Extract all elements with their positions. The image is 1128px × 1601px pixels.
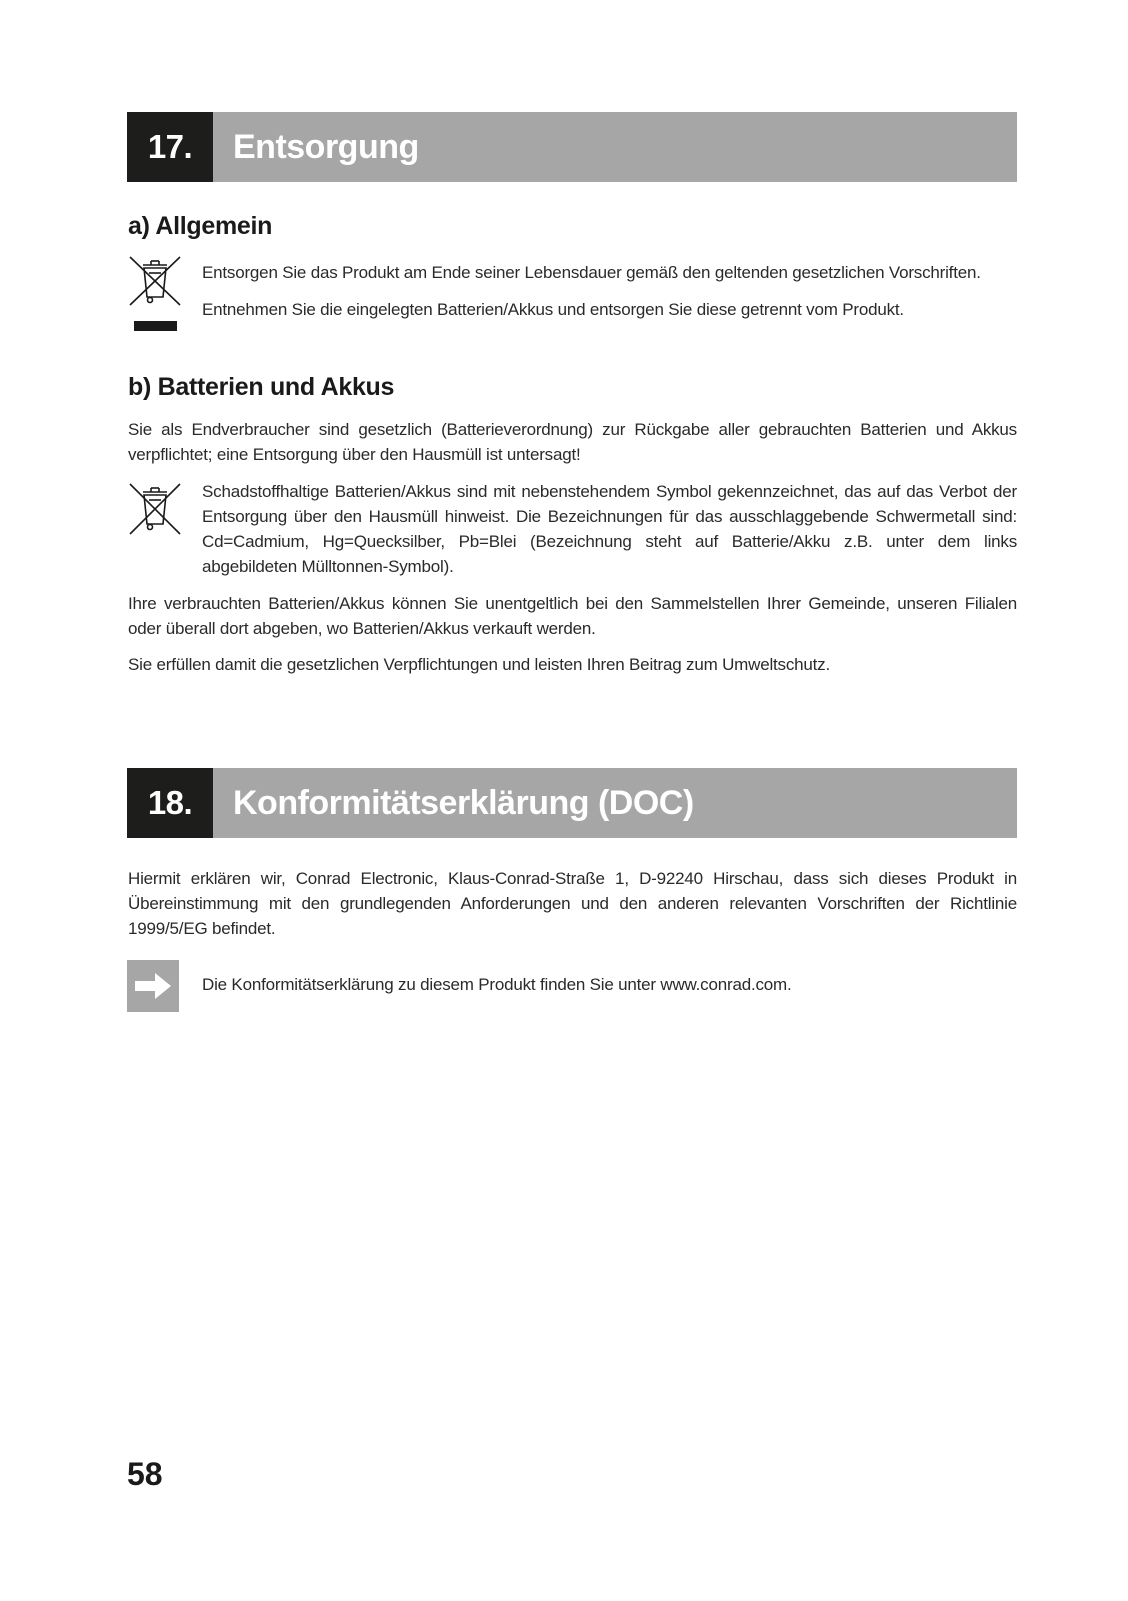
subheading-batterien: b) Batterien und Akkus [128,373,395,401]
batterien-paragraph-2: Schadstoffhaltige Batterien/Akkus sind mit nebenstehendem Symbol gekennzeichnet, das auf das Verbot der Entsorgung über den Hausmüll hinweist. Die Bezeichnungen für das ausschlaggebende Schwermetall sind: Cd=Cadmium, Hg=Quecksilber, Pb=Blei (Bezeichnung steht auf Batterie/Akku z.B. unter dem links abgebildeten Mülltonnen-Symbol). [202,482,1017,576]
section-title: Entsorgung [213,112,1017,182]
section-18-header [127,768,1017,838]
section-17-header [127,112,1017,182]
page-number: 58 [127,1456,163,1492]
batterien-paragraph-3: Ihre verbrauchten Batterien/Akkus können Sie unentgeltlich bei den Sammelstellen Ihrer Gemeinde, unseren Filialen oder überall dort abgeben, wo Batterien/Akkus verkauft werden. [128,594,1017,638]
conformity-note: Die Konformitätserklärung zu diesem Produkt finden Sie unter www.conrad.com. [202,975,792,994]
batterien-paragraph-4: Sie erfüllen damit die gesetzlichen Verpflichtungen und leisten Ihren Beitrag zum Umweltschutz. [128,655,830,674]
right-arrow-icon [127,960,179,1012]
allgemein-line-2: Entnehmen Sie die eingelegten Batterien/Akkus und entsorgen Sie diese getrennt vom Produkt. [202,300,904,319]
batterien-paragraph-1: Sie als Endverbraucher sind gesetzlich (Batterieverordnung) zur Rückgabe aller gebrauchten Batterien und Akkus verpflichtet; eine Entsorgung über den Hausmüll ist untersagt! [128,420,1017,464]
crossed-out-wheelie-bin-icon [128,482,182,538]
section-number: 17. [127,112,213,182]
allgemein-line-1: Entsorgen Sie das Produkt am Ende seiner Lebensdauer gemäß den geltenden gesetzlichen Vorschriften. [202,263,981,282]
section-number: 18. [127,768,213,838]
conformity-paragraph: Hiermit erklären wir, Conrad Electronic, Klaus-Conrad-Straße 1, D-92240 Hirschau, dass sich dieses Produkt in Übereinstimmung mit den grundlegenden Anforderungen und den anderen relevanten Vorschriften der Richtlinie 1999/5/EG befindet. [128,869,1017,938]
subheading-allgemein: a) Allgemein [128,212,273,240]
section-title: Konformitätserklärung (DOC) [213,768,1017,838]
crossed-out-wheelie-bin-icon [128,255,182,333]
